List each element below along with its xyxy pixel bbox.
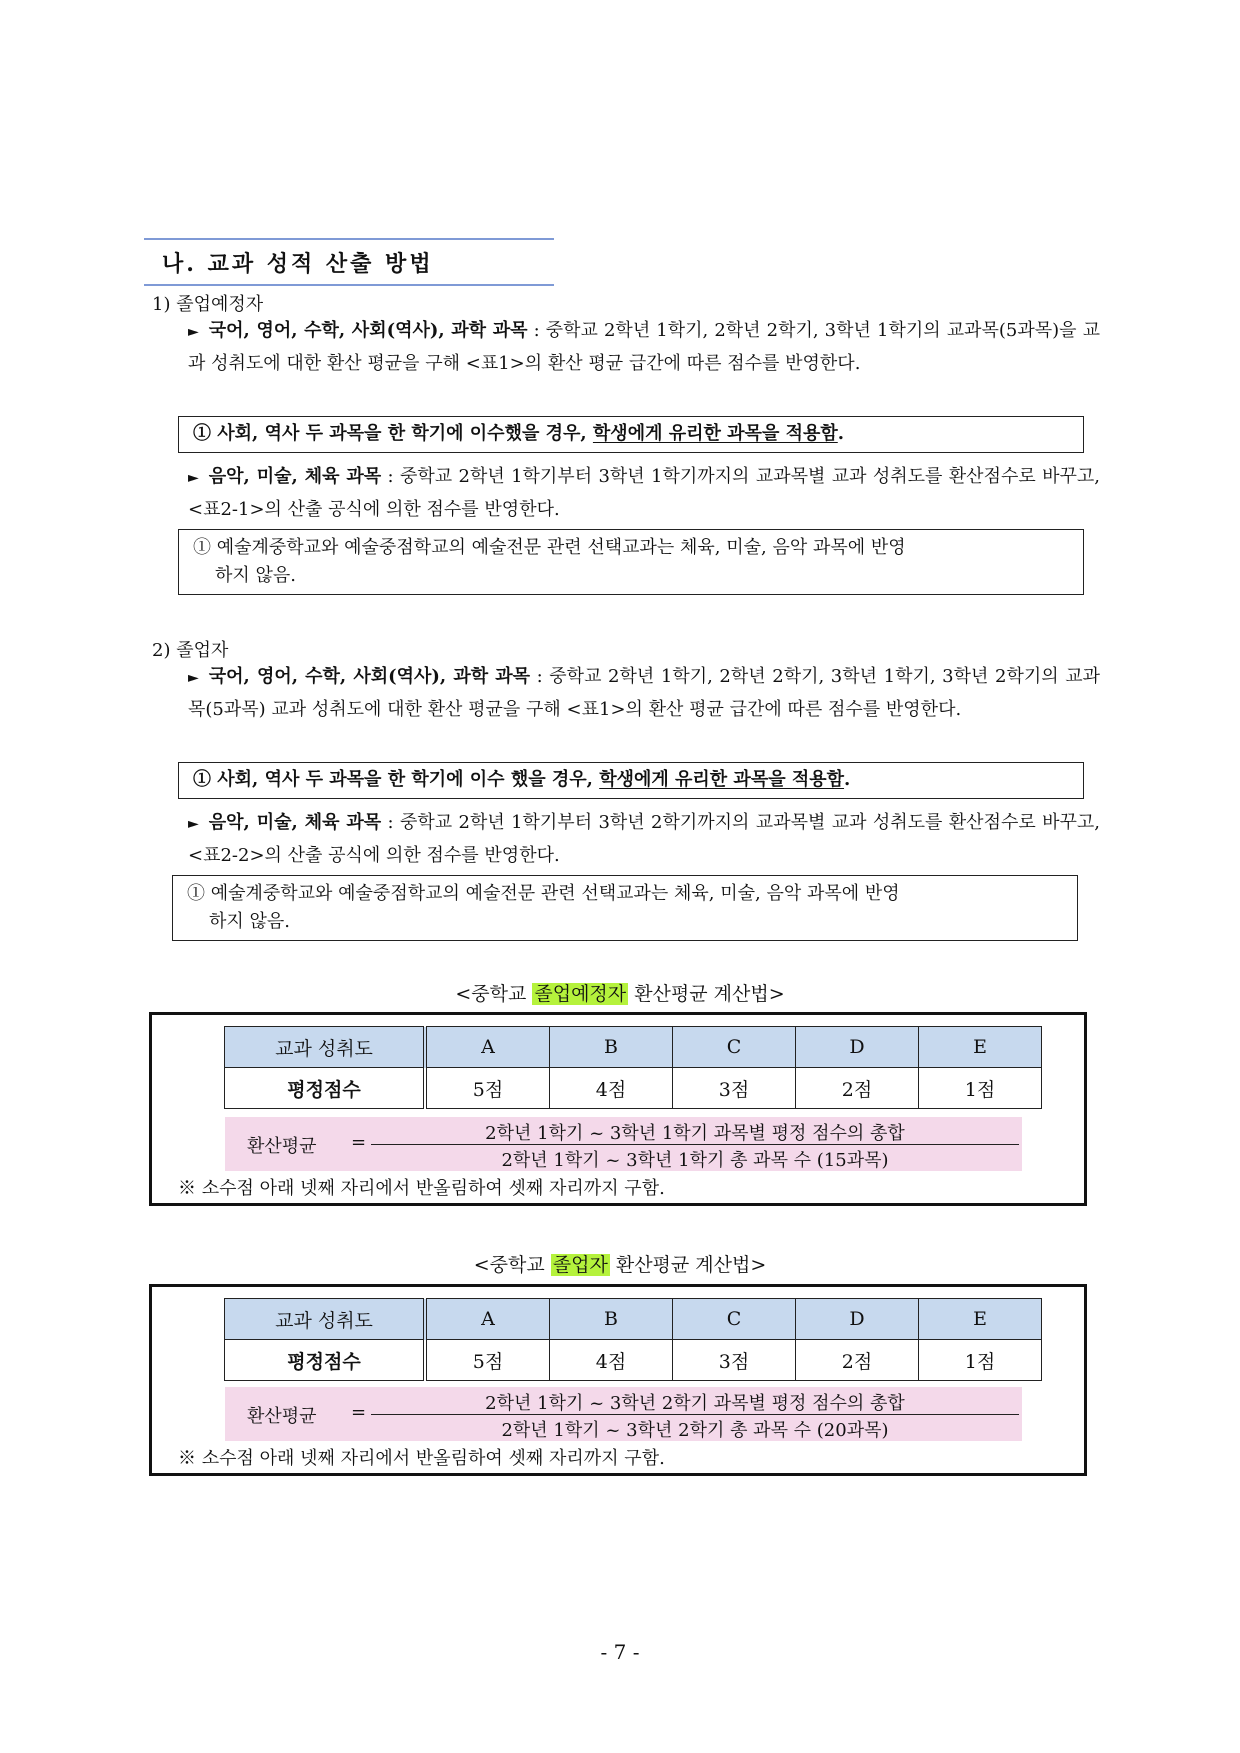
table1-grade-e: E bbox=[919, 1027, 1042, 1068]
table2-score-a: 5점 bbox=[425, 1340, 550, 1381]
part1-item2 bbox=[188, 461, 1100, 525]
table1-grade-d: D bbox=[796, 1027, 919, 1068]
table2-score-label: 평정점수 bbox=[225, 1340, 426, 1381]
table2-header-row bbox=[225, 1299, 1042, 1340]
table2-denominator: 2학년 1학기 ~ 3학년 2학기 총 과목 수 (20과목) bbox=[501, 1420, 889, 1441]
table2-formula-label: 환산평균 bbox=[247, 1406, 317, 1427]
table2-caption bbox=[0, 1250, 1240, 1277]
table2-footnote: ※ 소수점 아래 넷째 자리에서 반올림하여 셋째 자리까지 구함. bbox=[178, 1448, 665, 1469]
table2-grade-d: D bbox=[796, 1299, 919, 1340]
bullet-arrow-icon: ► bbox=[188, 324, 199, 340]
table1-caption-post: 환산평균 계산법> bbox=[628, 983, 785, 1005]
table1-grade-c: C bbox=[673, 1027, 796, 1068]
part1-note2-line2: 하지 않음. bbox=[215, 565, 296, 586]
table2-formula-equals: = bbox=[351, 1402, 367, 1423]
part2-note2 bbox=[172, 875, 1078, 941]
table2-grade-c: C bbox=[673, 1299, 796, 1340]
part1-item2-text: : 중학교 2학년 1학기부터 3학년 1학기까지의 교과목별 교과 성취도를 환산점수로 바꾸고, <표2-1>의 산출 공식에 의한 점수를 반영한다. bbox=[188, 466, 1100, 520]
table2-container bbox=[149, 1284, 1087, 1476]
table1-denominator: 2학년 1학기 ~ 3학년 1학기 총 과목 수 (15과목) bbox=[501, 1150, 889, 1171]
table1-score-b: 4점 bbox=[550, 1068, 673, 1109]
part1-note1 bbox=[178, 416, 1084, 453]
part2-note1 bbox=[178, 762, 1084, 799]
part2-note1-period: . bbox=[844, 769, 851, 790]
part1-note2-line1: ① 예술계중학교와 예술중점학교의 예술전문 관련 선택교과는 체육, 미술, 음악 과목에 반영 bbox=[193, 537, 906, 558]
table2-header-label: 교과 성취도 bbox=[225, 1299, 426, 1340]
table2-score-c: 3점 bbox=[673, 1340, 796, 1381]
table1-grade-b: B bbox=[550, 1027, 673, 1068]
part1-item2-subjects: 음악, 미술, 체육 과목 bbox=[208, 466, 382, 487]
table1-formula-label: 환산평균 bbox=[247, 1136, 317, 1157]
part2-item2-text: : 중학교 2학년 1학기부터 3학년 2학기까지의 교과목별 교과 성취도를 환산점수로 바꾸고, <표2-2>의 산출 공식에 의한 점수를 반영한다. bbox=[188, 812, 1100, 866]
bullet-arrow-icon: ► bbox=[188, 816, 199, 832]
table2-score-b: 4점 bbox=[550, 1340, 673, 1381]
table1-score-a: 5점 bbox=[425, 1068, 550, 1109]
table1-score-e: 1점 bbox=[919, 1068, 1042, 1109]
table1-numerator: 2학년 1학기 ~ 3학년 1학기 과목별 평정 점수의 총합 bbox=[485, 1123, 905, 1144]
part1-item1 bbox=[188, 315, 1100, 379]
part1-item1-subjects: 국어, 영어, 수학, 사회(역사), 과학 과목 bbox=[208, 320, 528, 341]
table2-caption-pre: <중학교 bbox=[473, 1254, 551, 1276]
table2-grade-a: A bbox=[425, 1299, 550, 1340]
part2-item1-subjects: 국어, 영어, 수학, 사회(역사), 과학 과목 bbox=[208, 666, 531, 687]
bullet-arrow-icon: ► bbox=[188, 670, 199, 686]
part1-note1-underlined: 학생에게 유리한 과목을 적용함 bbox=[592, 423, 838, 444]
table1-score-row bbox=[225, 1068, 1042, 1109]
table1-grade-table bbox=[224, 1026, 1042, 1109]
table2-numerator: 2학년 1학기 ~ 3학년 2학기 과목별 평정 점수의 총합 bbox=[485, 1393, 905, 1414]
part1-note1-text: ① 사회, 역사 두 과목을 한 학기에 이수했을 경우, bbox=[193, 423, 593, 444]
part2-item2-subjects: 음악, 미술, 체육 과목 bbox=[208, 812, 382, 833]
table1-grade-a: A bbox=[425, 1027, 550, 1068]
table1-footnote: ※ 소수점 아래 넷째 자리에서 반올림하여 셋째 자리까지 구함. bbox=[178, 1178, 665, 1199]
page-number: - 7 - bbox=[600, 1640, 640, 1664]
table2-fraction-line bbox=[371, 1414, 1019, 1415]
table2-grade-e: E bbox=[919, 1299, 1042, 1340]
part2-item1-text: : 중학교 2학년 1학기, 2학년 2학기, 3학년 1학기, 3학년 2학기의 교과목(5과목) 교과 성취도에 대한 환산 평균을 구해 <표1>의 환산 평균 급간에 따른 점수를 반영한다. bbox=[188, 666, 1100, 720]
bullet-arrow-icon: ► bbox=[188, 470, 199, 486]
part1-note2 bbox=[178, 529, 1084, 595]
table1-formula-equals: = bbox=[351, 1132, 367, 1153]
table2-caption-post: 환산평균 계산법> bbox=[609, 1254, 767, 1276]
part1-item1-text: : 중학교 2학년 1학기, 2학년 2학기, 3학년 1학기의 교과목(5과목)을 교과 성취도에 대한 환산 평균을 구해 <표1>의 환산 평균 급간에 따른 점수를 반영한다. bbox=[188, 320, 1100, 374]
table2-score-row bbox=[225, 1340, 1042, 1381]
table2-grade-b: B bbox=[550, 1299, 673, 1340]
section-title: 나. 교과 성적 산출 방법 bbox=[162, 251, 434, 277]
part2-item1 bbox=[188, 661, 1100, 725]
table1-caption-highlight: 졸업예정자 bbox=[534, 983, 627, 1005]
table1-fraction-line bbox=[371, 1144, 1019, 1145]
table2-score-d: 2점 bbox=[796, 1340, 919, 1381]
table1-caption bbox=[0, 979, 1240, 1006]
table1-formula bbox=[225, 1117, 1022, 1171]
table1-container bbox=[149, 1012, 1087, 1206]
table2-grade-table bbox=[224, 1298, 1042, 1381]
table1-header-label: 교과 성취도 bbox=[225, 1027, 426, 1068]
part2-note2-line2: 하지 않음. bbox=[209, 911, 290, 932]
table2-formula bbox=[225, 1387, 1022, 1441]
table1-caption-pre: <중학교 bbox=[455, 983, 533, 1005]
table2-caption-highlight: 졸업자 bbox=[552, 1254, 608, 1276]
part1-label: 1) 졸업예정자 bbox=[152, 294, 264, 315]
part2-item2 bbox=[188, 807, 1100, 871]
table1-score-label: 평정점수 bbox=[225, 1068, 426, 1109]
part2-note1-text: ① 사회, 역사 두 과목을 한 학기에 이수 했을 경우, bbox=[193, 769, 600, 790]
table1-header-row bbox=[225, 1027, 1042, 1068]
table2-score-e: 1점 bbox=[919, 1340, 1042, 1381]
table1-score-c: 3점 bbox=[673, 1068, 796, 1109]
part2-label: 2) 졸업자 bbox=[152, 640, 229, 661]
table1-score-d: 2점 bbox=[796, 1068, 919, 1109]
part1-note1-period: . bbox=[837, 423, 845, 444]
part2-note2-line1: ① 예술계중학교와 예술중점학교의 예술전문 관련 선택교과는 체육, 미술, 음악 과목에 반영 bbox=[187, 883, 900, 904]
part2-note1-underlined: 학생에게 유리한 과목을 적용함 bbox=[599, 769, 845, 790]
